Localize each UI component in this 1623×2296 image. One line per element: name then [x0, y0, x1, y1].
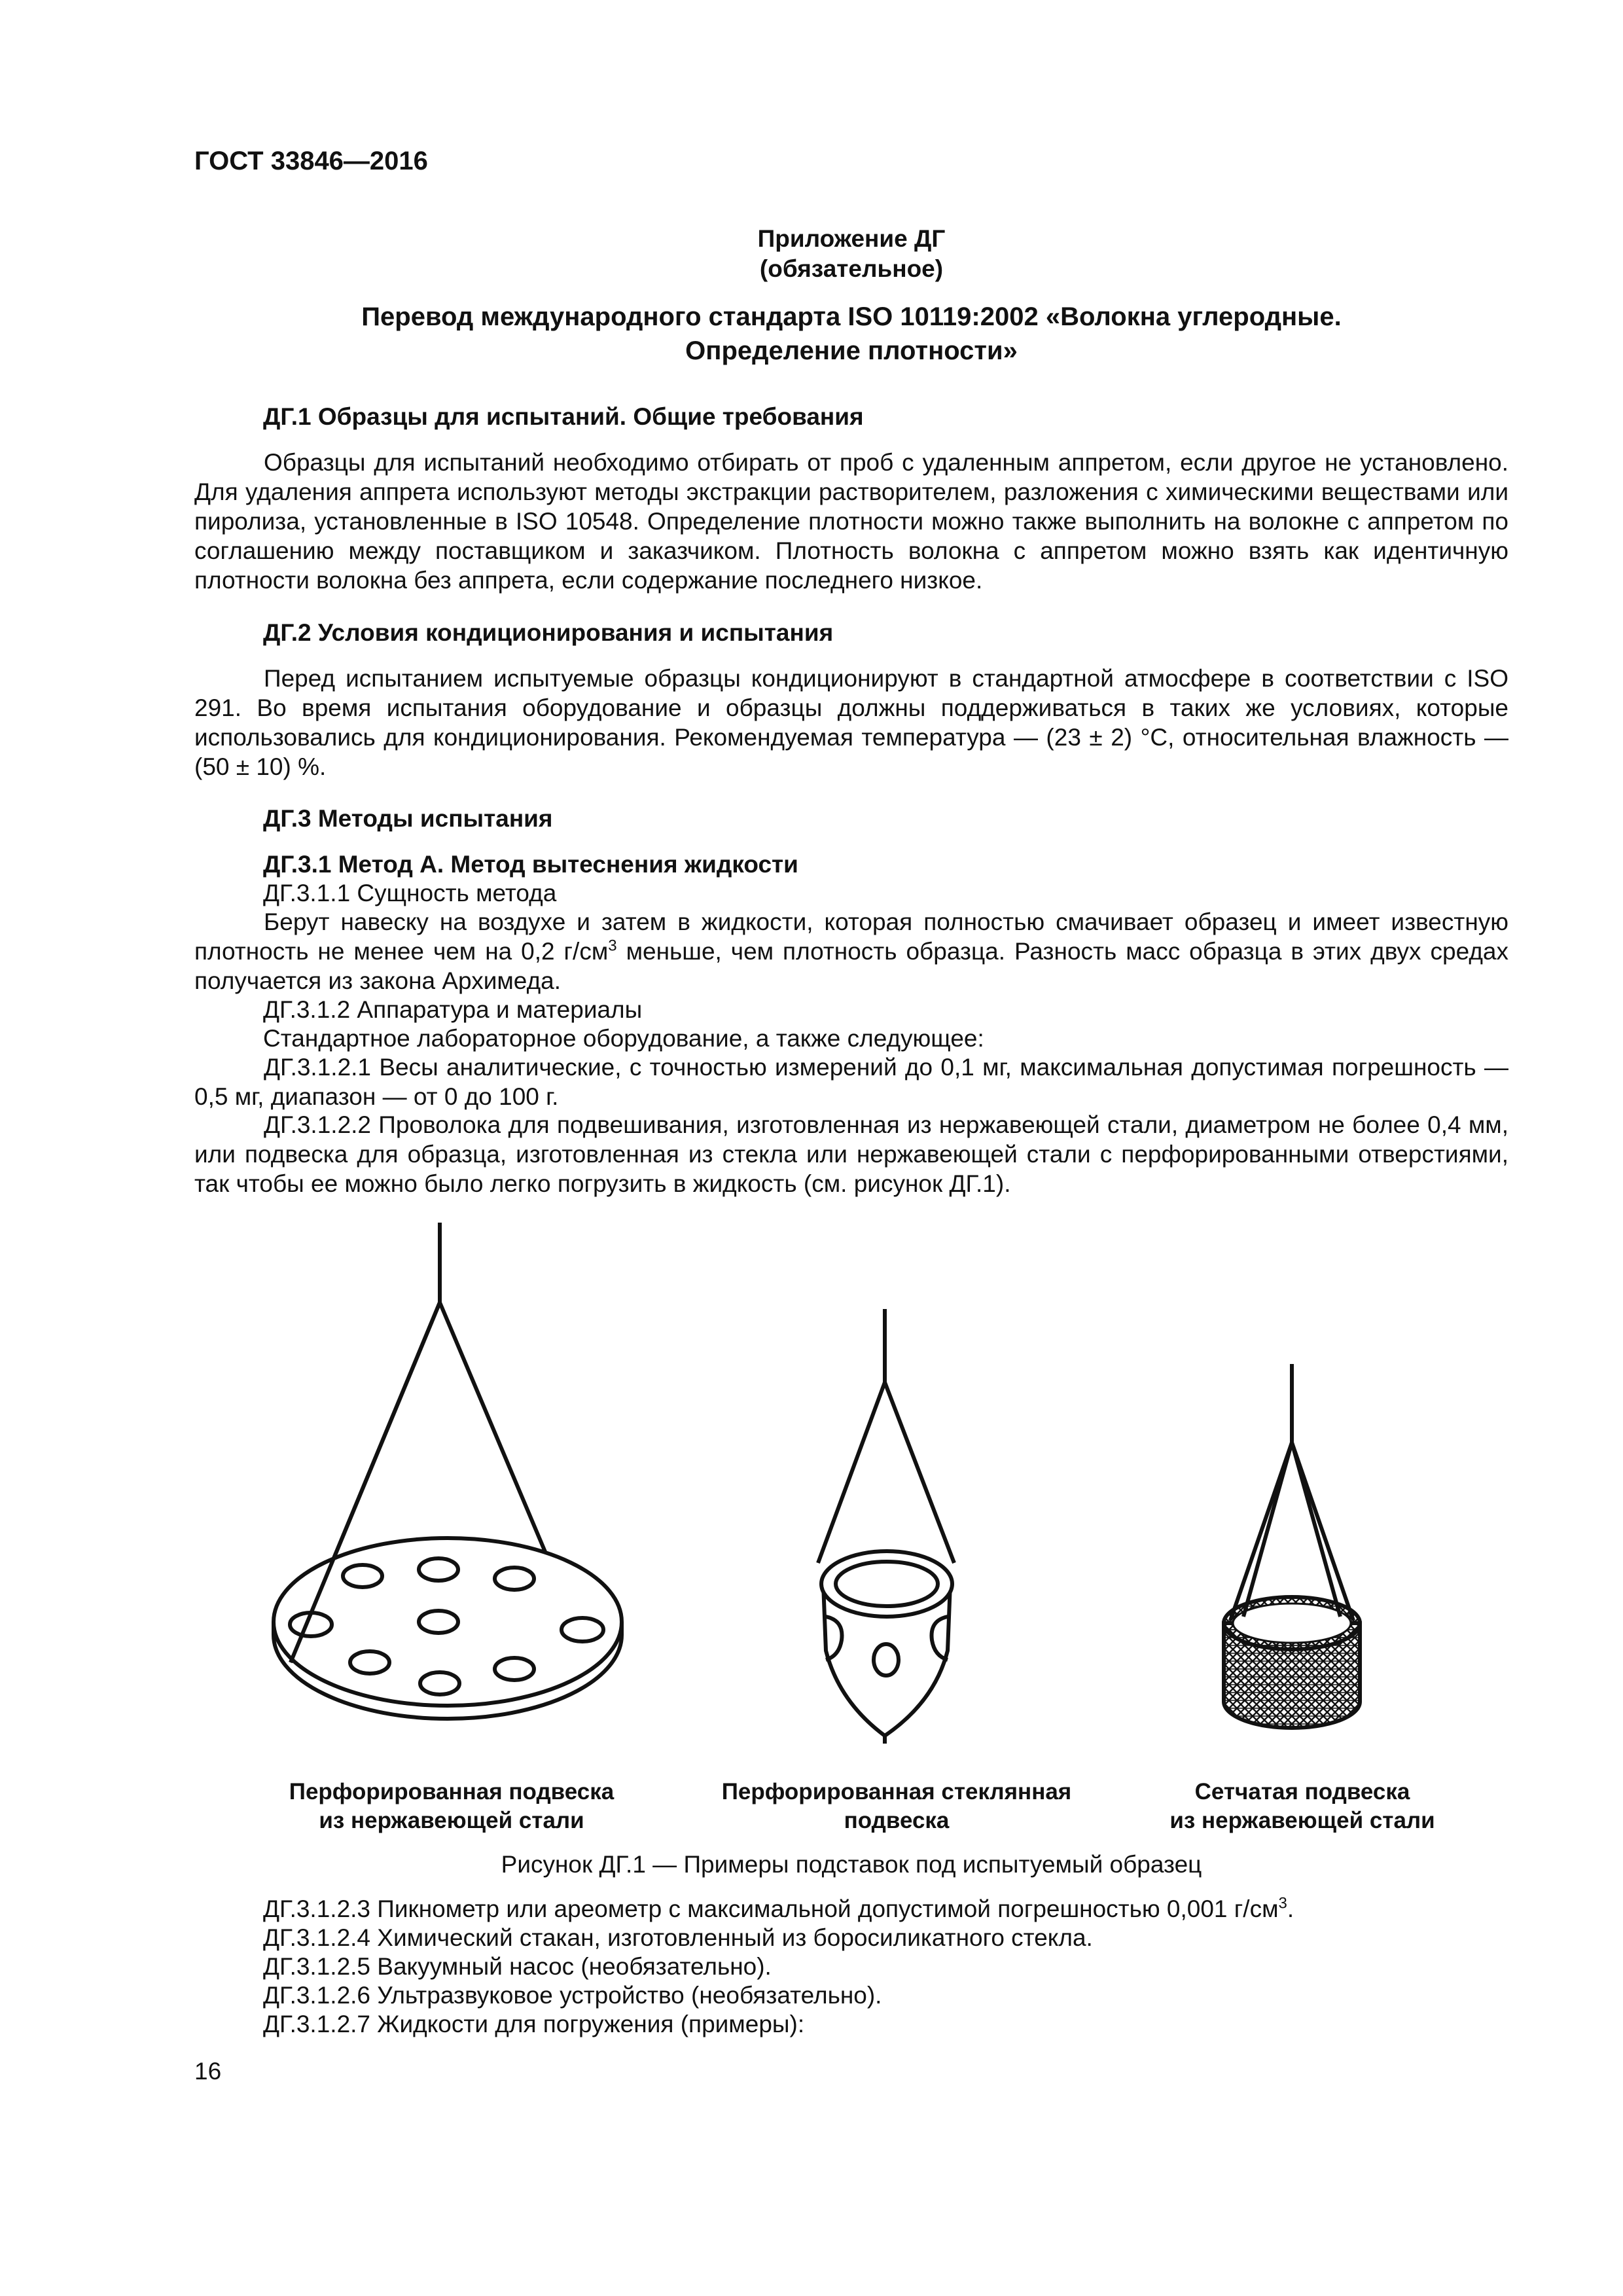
document-header: ГОСТ 33846—2016 — [194, 147, 428, 175]
figure-label-glass-line1: Перфорированная стеклянная — [721, 1779, 1072, 1804]
figure-label-steel-line2: из нержавеющей стали — [319, 1808, 584, 1833]
section-dg1-paragraph: Образцы для испытаний необходимо отбирать от проб с удаленным аппретом, если другое не установлено. Для удаления аппрета используют методы экстракции растворителем, разложения с химическими веществами или пиролиза, установленные в ISO 10548. Определение плотности можно также выполнить на волокне с аппретом по соглашению между поставщиком и заказчиком. Плотность волокна с аппретом можно взять как идентичную плотности волокна без аппрета, если содержание последнего низкое. — [194, 449, 1508, 594]
figure-caption: Рисунок ДГ.1 — Примеры подставок под испытуемый образец — [501, 1851, 1202, 1878]
figure-label-glass-line2: подвеска — [844, 1808, 950, 1833]
item-dg3125: ДГ.3.1.2.5 Вакуумный насос (необязательно). — [263, 1953, 772, 1980]
section-dg31-heading: ДГ.3.1 Метод А. Метод вытеснения жидкости — [263, 851, 798, 878]
appendix-label: Приложение ДГ — [757, 225, 946, 252]
section-dg3-heading: ДГ.3 Методы испытания — [263, 805, 553, 832]
figure-label-mesh-line1: Сетчатая подвеска — [1194, 1779, 1410, 1804]
paragraph-dg311-part1: Берут навеску на воздухе и затем в жидкости, которая полностью смачивает образец и имеет известную плотность не менее чем на 0,2 г/см — [194, 908, 1508, 965]
item-dg3123 — [263, 1894, 1294, 1924]
item-dg3126: ДГ.3.1.2.6 Ультразвуковое устройство (необязательно). — [263, 1982, 882, 2009]
figure-label-steel — [249, 1778, 654, 1835]
item-dg3123-end: . — [1287, 1895, 1294, 1922]
superscript-3b: 3 — [1278, 1894, 1287, 1912]
item-dg312-text: Стандартное лабораторное оборудование, а также следующее: — [263, 1025, 984, 1052]
paragraph-dg311-part2: меньше, чем плотность образца. Разность масс образца в этих двух средах получается из закона Архимеда. — [194, 938, 1508, 994]
section-dg2-heading: ДГ.2 Условия кондиционирования и испытания — [263, 619, 834, 646]
item-dg3127: ДГ.3.1.2.7 Жидкости для погружения (примеры): — [263, 2011, 805, 2037]
superscript-3: 3 — [608, 937, 617, 955]
appendix-status: (обязательное) — [759, 255, 944, 282]
item-dg3121: ДГ.3.1.2.1 Весы аналитические, с точностью измерений до 0,1 мг, максимальная допустимая погрешность — 0,5 мг, диапазон — от 0 до 100 г. — [194, 1054, 1508, 1110]
page-number: 16 — [194, 2058, 222, 2085]
section-dg1-heading: ДГ.1 Образцы для испытаний. Общие требования — [263, 403, 864, 430]
figure-label-mesh — [1113, 1778, 1492, 1835]
perforated-glass-hanger — [818, 1309, 954, 1744]
perforated-steel-hanger — [274, 1223, 622, 1719]
item-dg3123-text: ДГ.3.1.2.3 Пикнометр или ареометр с максимальной допустимой погрешностью 0,001 г/см — [263, 1895, 1279, 1922]
appendix-title-line2: Определение плотности» — [685, 336, 1018, 365]
appendix-title-line1: Перевод международного стандарта ISO 10119:2002 «Волокна углеродные. — [361, 302, 1342, 331]
item-dg311: ДГ.3.1.1 Сущность метода — [263, 880, 557, 906]
figure-label-glass — [694, 1778, 1099, 1835]
item-dg3122: ДГ.3.1.2.2 Проволока для подвешивания, изготовленная из нержавеющей стали, диаметром не более 0,4 мм, или подвеска для образца, изготовленная из стекла или нержавеющей стали с перфорированными отверстиями, так чтобы ее можно было легко погрузить в жидкость (см. рисунок ДГ.1). — [194, 1111, 1508, 1197]
figure-label-steel-line1: Перфорированная подвеска — [289, 1779, 615, 1804]
mesh-steel-hanger — [1224, 1364, 1360, 1728]
item-dg3124: ДГ.3.1.2.4 Химический стакан, изготовленный из боросиликатного стекла. — [263, 1924, 1093, 1951]
section-dg2-paragraph: Перед испытанием испытуемые образцы кондиционируют в стандартной атмосфере в соответствии с ISO 291. Во время испытания оборудование и образцы должны поддерживаться в таких же условиях, которые использовались для кондиционирования. Рекомендуемая температура — (23 ± 2) °С, относительная влажность — (50 ± 10) %. — [194, 665, 1508, 780]
figure-label-mesh-line2: из нержавеющей стали — [1169, 1808, 1435, 1833]
item-dg312: ДГ.3.1.2 Аппаратура и материалы — [263, 996, 643, 1023]
